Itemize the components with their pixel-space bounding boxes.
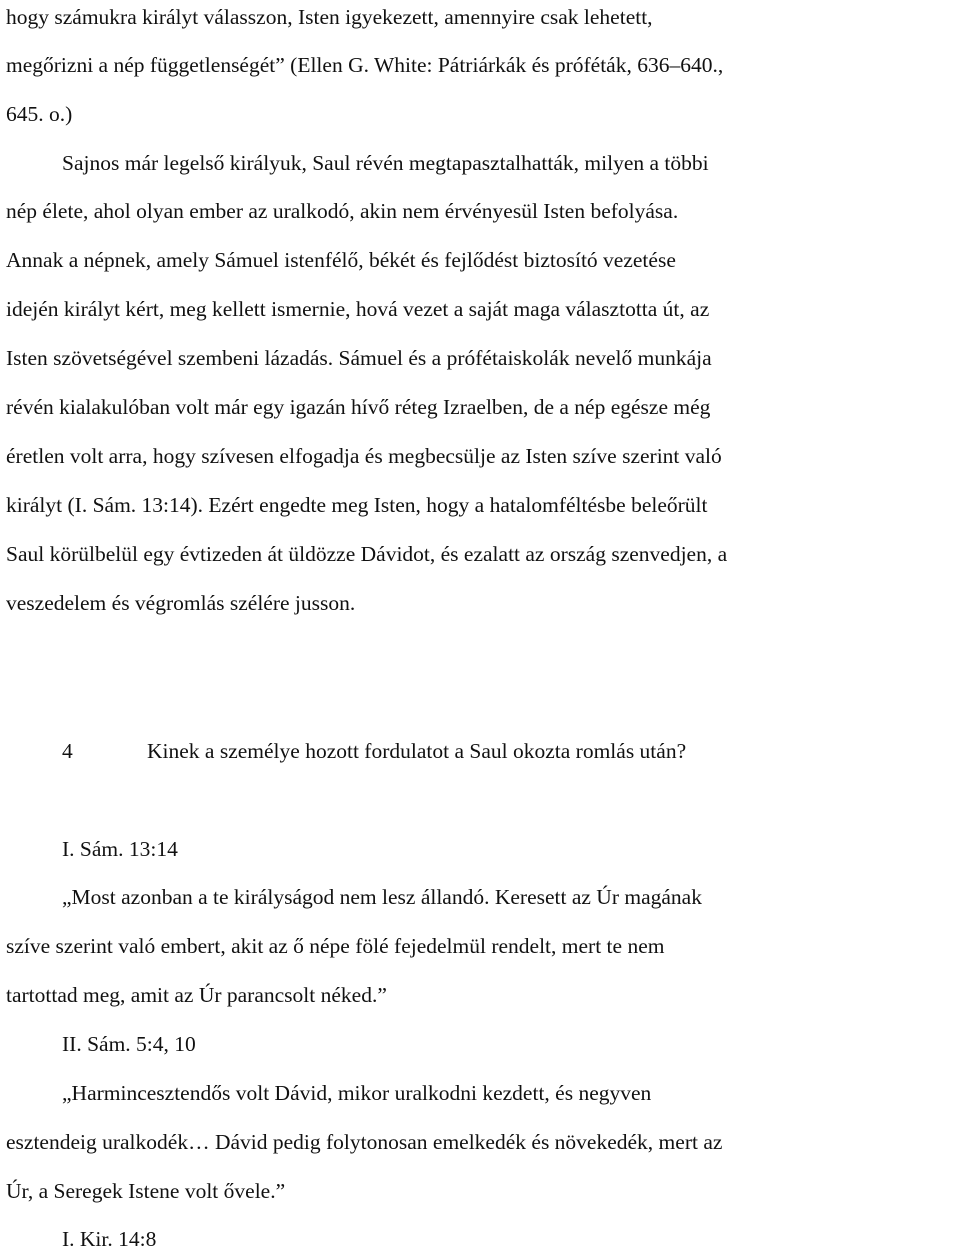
text-line: révén kialakulóban volt már egy igazán hívő réteg Izraelben, de a nép egésze még (6, 395, 711, 419)
quote-line: „Most azonban a te királyságod nem lesz állandó. Keresett az Úr magának (62, 885, 702, 909)
text-line: Sajnos már legelső királyuk, Saul révén megtapasztalhatták, milyen a többi (62, 151, 709, 175)
text-line: veszedelem és végromlás szélére jusson. (6, 591, 356, 615)
text-line: hogy számukra királyt válasszon, Isten igyekezett, amennyire csak lehetett, (6, 5, 653, 29)
bible-reference: I. Kir. 14:8 (62, 1227, 157, 1251)
question-text: Kinek a személye hozott fordulatot a Saul okozta romlás után? (147, 739, 687, 763)
quote-line: szíve szerint való embert, akit az ő népe fölé fejedelmül rendelt, mert te nem (6, 934, 665, 958)
question-number: 4 (62, 739, 73, 763)
text-line: nép élete, ahol olyan ember az uralkodó, akin nem érvényesül Isten befolyása. (6, 199, 679, 223)
quote-line: „Harmincesztendős volt Dávid, mikor uralkodni kezdett, és negyven (62, 1081, 652, 1105)
bible-reference: I. Sám. 13:14 (62, 837, 178, 861)
bible-reference: II. Sám. 5:4, 10 (62, 1032, 196, 1056)
text-line: Saul körülbelül egy évtizeden át üldözze Dávidot, és ezalatt az ország szenvedjen, a (6, 542, 728, 566)
text-line: Isten szövetségével szembeni lázadás. Sámuel és a prófétaiskolák nevelő munkája (6, 346, 712, 370)
quote-line: tartottad meg, amit az Úr parancsolt néked.” (6, 983, 387, 1007)
text-line: 645. o.) (6, 102, 73, 126)
text-line: királyt (I. Sám. 13:14). Ezért engedte meg Isten, hogy a hatalomféltésbe beleőrült (6, 493, 708, 517)
text-line: megőrizni a nép függetlenségét” (Ellen G. White: Pátriárkák és próféták, 636–640., (6, 53, 724, 77)
text-line: éretlen volt arra, hogy szívesen elfogadja és megbecsülje az Isten szíve szerint való (6, 444, 722, 468)
quote-line: Úr, a Seregek Istene volt ővele.” (6, 1179, 286, 1203)
quote-line: esztendeig uralkodék… Dávid pedig folytonosan emelkedék és növekedék, mert az (6, 1130, 723, 1154)
text-line: Annak a népnek, amely Sámuel istenfélő, békét és fejlődést biztosító vezetése (6, 248, 676, 272)
text-line: idején királyt kért, meg kellett ismernie, hová vezet a saját maga választotta út, az (6, 297, 710, 321)
